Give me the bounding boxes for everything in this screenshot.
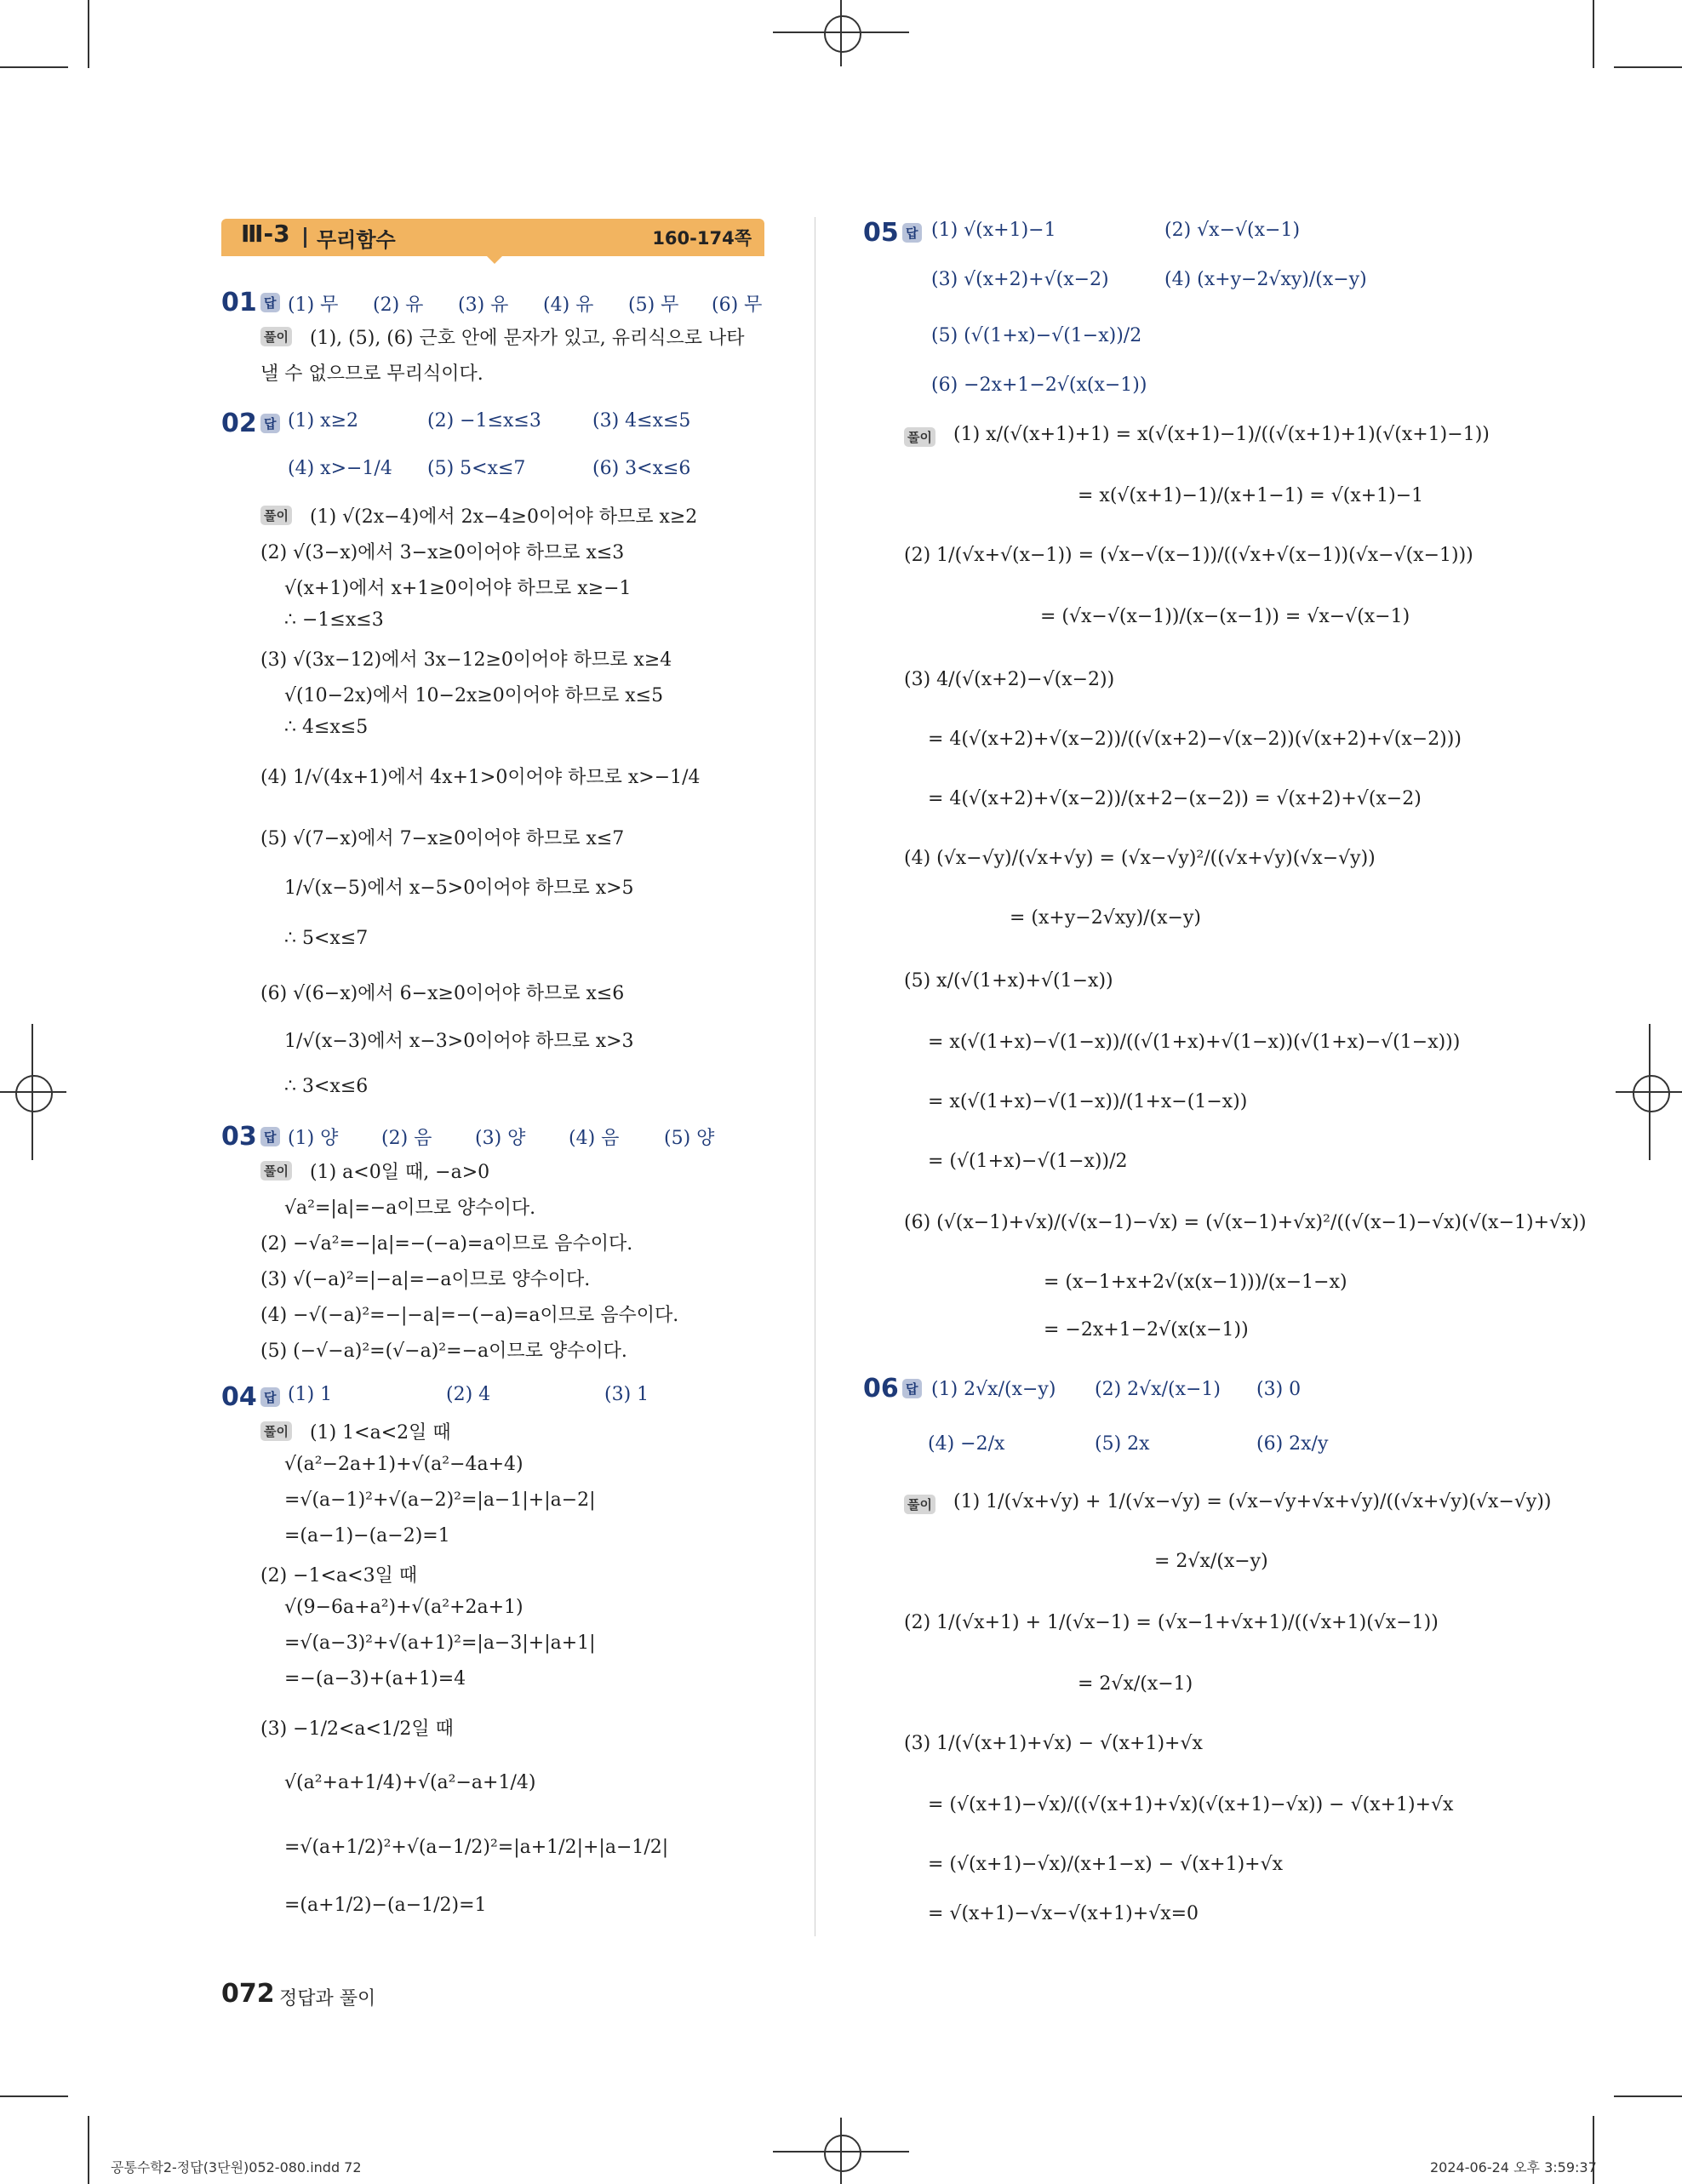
problem-number: 03: [221, 1122, 257, 1152]
crop-mark: [773, 31, 909, 33]
solution-line: 1/√(x−3)에서 x−3>0이어야 하므로 x>3: [284, 1031, 634, 1052]
crop-mark: [1614, 2095, 1682, 2097]
solution-line: (5) (−√−a)²=(√−a)²=−a이므로 양수이다.: [260, 1341, 627, 1362]
solution-line: = √(x+1)−√x−√(x+1)+√x=0: [928, 1903, 1199, 1924]
problem-number: 04: [221, 1382, 257, 1412]
answer-item: (6) −2x+1−2√(x(x−1)): [931, 374, 1147, 396]
solution-line: ∴ 3<x≤6: [284, 1076, 369, 1097]
solution-line: ∴ 4≤x≤5: [284, 717, 369, 738]
solution-line: = 4(√(x+2)+√(x−2))/((√(x+2)−√(x−2))(√(x+2)+√(x−2))): [928, 729, 1462, 750]
crop-mark: [0, 1091, 66, 1093]
answer-item: (4) (x+y−2√xy)/(x−y): [1164, 269, 1367, 290]
solution-line: (2) √(3−x)에서 3−x≥0이어야 하므로 x≤3: [260, 542, 625, 563]
crop-mark: [88, 0, 89, 68]
solution-line: (5) x/(√(1+x)+√(1−x)): [904, 970, 1113, 992]
answer-item: (3) √(x+2)+√(x−2): [931, 269, 1109, 290]
answer-badge: 답: [902, 1379, 922, 1398]
solution-line: 낼 수 없으므로 무리식이다.: [260, 363, 483, 385]
answer-item: (3) 양: [475, 1128, 526, 1149]
solution-line: =(a−1)−(a−2)=1: [284, 1525, 450, 1547]
problem-number: 01: [221, 288, 257, 317]
answer-badge: 답: [260, 1127, 280, 1146]
solution-line: = 4(√(x+2)+√(x−2))/(x+2−(x−2)) = √(x+2)+√(x−2): [928, 788, 1422, 809]
solution-line: = 2√x/(x−1): [1078, 1673, 1193, 1695]
solution-line: ∴ −1≤x≤3: [284, 609, 384, 631]
answer-item: (1) 1: [288, 1384, 333, 1405]
solution-badge: 풀이: [904, 427, 935, 447]
solution-line: (4) (√x−√y)/(√x+√y) = (√x−√y)²/((√x+√y)(√x−√y)): [904, 848, 1376, 869]
solution-line: (1), (5), (6) 근호 안에 문자가 있고, 유리식으로 나타: [310, 328, 745, 349]
answer-item: (4) x>−1/4: [288, 458, 392, 479]
solution-line: √(x+1)에서 x+1≥0이어야 하므로 x≥−1: [284, 578, 632, 599]
answer-item: (5) 무: [628, 294, 679, 316]
page-footer-label: 정답과 풀이: [279, 1988, 376, 2010]
registration-mark: [824, 2135, 861, 2172]
solution-line: = −2x+1−2√(x(x−1)): [1044, 1319, 1249, 1341]
solution-badge: 풀이: [260, 327, 292, 346]
answer-badge: 답: [260, 414, 280, 433]
crop-mark: [0, 66, 68, 68]
solution-line: (2) 1/(√x+1) + 1/(√x−1) = (√x−1+√x+1)/((√x+1)(√x−1)): [904, 1612, 1439, 1633]
section-separator: [304, 227, 306, 248]
solution-badge: 풀이: [904, 1495, 935, 1514]
solution-line: =√(a+1/2)²+√(a−1/2)²=|a+1/2|+|a−1/2|: [284, 1837, 669, 1858]
section-pages: 160-174쪽: [652, 228, 752, 249]
answer-item: (5) (√(1+x)−√(1−x))/2: [931, 325, 1142, 346]
section-title: 무리함수: [317, 228, 396, 252]
answer-item: (6) 2x/y: [1256, 1433, 1329, 1455]
registration-mark: [15, 1075, 53, 1112]
answer-item: (2) −1≤x≤3: [427, 410, 541, 432]
answer-item: (1) 무: [288, 294, 339, 316]
solution-line: ∴ 5<x≤7: [284, 928, 369, 949]
solution-line: (3) √(3x−12)에서 3x−12≥0이어야 하므로 x≥4: [260, 649, 672, 671]
print-slug-file: 공통수학2-정답(3단원)052-080.indd 72: [111, 2159, 362, 2175]
crop-mark: [1614, 66, 1682, 68]
solution-badge: 풀이: [260, 506, 292, 525]
solution-line: (6) √(6−x)에서 6−x≥0이어야 하므로 x≤6: [260, 983, 625, 1004]
print-slug-date: 2024-06-24 오후 3:59:37: [1430, 2159, 1597, 2175]
crop-mark: [88, 2116, 89, 2184]
crop-mark: [0, 2095, 68, 2097]
solution-line: = (x−1+x+2√(x(x−1)))/(x−1−x): [1044, 1272, 1347, 1293]
problem-number: 02: [221, 409, 257, 438]
section-code: Ⅲ-3: [241, 220, 290, 248]
problem-number: 05: [863, 218, 899, 248]
answer-item: (6) 무: [712, 294, 763, 316]
answer-item: (4) −2/x: [928, 1433, 1005, 1455]
solution-line: =(a+1/2)−(a−1/2)=1: [284, 1895, 487, 1916]
answer-item: (3) 1: [604, 1384, 649, 1405]
page-number: 072: [221, 1979, 275, 2009]
answer-badge: 답: [260, 293, 280, 312]
answer-item: (5) 양: [664, 1128, 715, 1149]
solution-line: = (√x−√(x−1))/(x−(x−1)) = √x−√(x−1): [1040, 606, 1410, 627]
solution-line: = x(√(1+x)−√(1−x))/((√(1+x)+√(1−x))(√(1+x)−√(1−x))): [928, 1032, 1461, 1053]
answer-item: (2) 4: [446, 1384, 491, 1405]
crop-mark: [840, 0, 842, 66]
solution-line: (5) √(7−x)에서 7−x≥0이어야 하므로 x≤7: [260, 828, 625, 849]
crop-mark: [773, 2151, 909, 2153]
solution-badge: 풀이: [260, 1421, 292, 1441]
answer-item: (2) √x−√(x−1): [1164, 220, 1301, 241]
solution-line: = (x+y−2√xy)/(x−y): [1010, 907, 1201, 929]
solution-line: √(9−6a+a²)+√(a²+2a+1): [284, 1597, 523, 1618]
solution-line: =√(a−1)²+√(a−2)²=|a−1|+|a−2|: [284, 1489, 596, 1511]
answer-item: (1) √(x+1)−1: [931, 220, 1056, 241]
solution-line: =√(a−3)²+√(a+1)²=|a−3|+|a+1|: [284, 1632, 596, 1654]
solution-line: = (√(x+1)−√x)/((√(x+1)+√x)(√(x+1)−√x)) − √(x+1)+√x: [928, 1794, 1454, 1815]
solution-line: √a²=|a|=−a이므로 양수이다.: [284, 1198, 536, 1219]
answer-item: (2) 음: [381, 1128, 432, 1149]
section-header-notch: [485, 254, 504, 264]
solution-badge: 풀이: [260, 1161, 292, 1181]
solution-line: = 2√x/(x−y): [1154, 1551, 1268, 1572]
solution-line: (1) 1<a<2일 때: [310, 1422, 451, 1444]
solution-line: 1/√(x−5)에서 x−5>0이어야 하므로 x>5: [284, 878, 634, 899]
solution-line: = (√(1+x)−√(1−x))/2: [928, 1151, 1128, 1172]
answer-item: (5) 2x: [1095, 1433, 1150, 1455]
solution-line: √(a²−2a+1)+√(a²−4a+4): [284, 1454, 523, 1475]
crop-mark: [1593, 0, 1594, 68]
answer-item: (1) 2√x/(x−y): [931, 1379, 1056, 1400]
solution-line: (6) (√(x−1)+√x)/(√(x−1)−√x) = (√(x−1)+√x)²/((√(x−1)−√x)(√(x−1)+√x)): [904, 1212, 1587, 1233]
solution-line: (4) −√(−a)²=−|−a|=−(−a)=a이므로 음수이다.: [260, 1305, 679, 1326]
problem-number: 06: [863, 1374, 899, 1404]
answer-item: (3) 0: [1256, 1379, 1302, 1400]
answer-item: (3) 4≤x≤5: [592, 410, 691, 432]
answer-item: (3) 유: [458, 294, 509, 316]
answer-item: (5) 5<x≤7: [427, 458, 526, 479]
answer-item: (1) x≥2: [288, 410, 358, 432]
registration-mark: [1633, 1075, 1670, 1112]
crop-mark: [1649, 1024, 1651, 1160]
solution-line: √(10−2x)에서 10−2x≥0이어야 하므로 x≤5: [284, 685, 664, 706]
solution-line: (3) −1/2<a<1/2일 때: [260, 1718, 454, 1740]
answer-item: (2) 2√x/(x−1): [1095, 1379, 1221, 1400]
solution-line: (2) −√a²=−|a|=−(−a)=a이므로 음수이다.: [260, 1233, 633, 1255]
answer-badge: 답: [902, 223, 922, 243]
answer-item: (4) 음: [569, 1128, 620, 1149]
solution-line: (1) a<0일 때, −a>0: [310, 1162, 490, 1183]
solution-line: (2) −1<a<3일 때: [260, 1565, 418, 1587]
solution-line: = (√(x+1)−√x)/(x+1−x) − √(x+1)+√x: [928, 1854, 1284, 1875]
solution-line: √(a²+a+1/4)+√(a²−a+1/4): [284, 1772, 536, 1793]
solution-line: (3) 1/(√(x+1)+√x) − √(x+1)+√x: [904, 1733, 1203, 1754]
solution-line: (1) 1/(√x+√y) + 1/(√x−√y) = (√x−√y+√x+√y)/((√x+√y)(√x−√y)): [953, 1491, 1552, 1512]
solution-line: (4) 1/√(4x+1)에서 4x+1>0이어야 하므로 x>−1/4: [260, 767, 701, 788]
crop-mark: [31, 1024, 33, 1160]
solution-line: =−(a−3)+(a+1)=4: [284, 1668, 466, 1689]
registration-mark: [824, 15, 861, 53]
solution-line: = x(√(x+1)−1)/(x+1−1) = √(x+1)−1: [1078, 485, 1424, 506]
answer-item: (4) 유: [543, 294, 594, 316]
solution-line: (2) 1/(√x+√(x−1)) = (√x−√(x−1))/((√x+√(x−1))(√x−√(x−1))): [904, 545, 1473, 566]
answer-item: (2) 유: [373, 294, 424, 316]
answer-item: (6) 3<x≤6: [592, 458, 691, 479]
solution-line: (1) √(2x−4)에서 2x−4≥0이어야 하므로 x≥2: [310, 506, 698, 528]
answer-item: (1) 양: [288, 1128, 339, 1149]
solution-line: (1) x/(√(x+1)+1) = x(√(x+1)−1)/((√(x+1)+1)(√(x+1)−1)): [953, 424, 1490, 445]
solution-line: (3) 4/(√(x+2)−√(x−2)): [904, 669, 1115, 690]
solution-line: (3) √(−a)²=|−a|=−a이므로 양수이다.: [260, 1269, 591, 1290]
solution-line: = x(√(1+x)−√(1−x))/(1+x−(1−x)): [928, 1091, 1248, 1112]
answer-badge: 답: [260, 1387, 280, 1407]
